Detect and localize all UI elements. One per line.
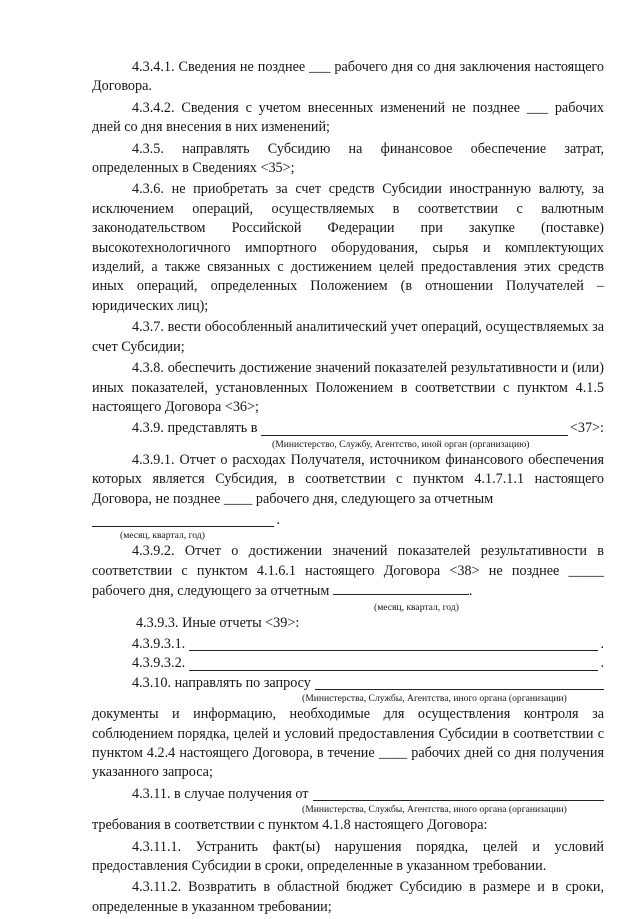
clause-4-3-9-3-2-label: 4.3.9.3.2. [132, 655, 186, 672]
clause-4-3-10-caption: (Министерства, Службы, Агентства, иного органа (организации) [302, 693, 567, 705]
clause-4-3-9-3-2-blank[interactable] [189, 657, 598, 671]
clause-4-3-10-caption-row [92, 693, 604, 705]
clause-4-3-10-blank[interactable] [315, 676, 604, 690]
clause-4-3-9-3-2: 4.3.9.3.2. . [92, 654, 604, 673]
clause-4-3-11-1: 4.3.11.1. Устранить факт(ы) нарушения порядка, целей и условий предоставления Субсидии в сроки, определенные в указанном требовании. [92, 838, 604, 875]
clause-4-3-9-caption-row [92, 439, 604, 451]
clause-4-3-9-3-1-blank[interactable] [189, 637, 598, 651]
clause-4-3-11-text: 4.3.11. в случае получения от [132, 785, 309, 802]
document-page [92, 58, 604, 919]
clause-4-3-9-2-caption-row [92, 602, 604, 614]
clause-4-3-11-caption-row [92, 804, 604, 816]
clause-4-3-9-3: 4.3.9.3. Иные отчеты <39>: [136, 614, 300, 631]
clause-4-3-9-2-caption: (месяц, квартал, год) [374, 601, 459, 613]
clause-4-3-9-1-caption: (месяц, квартал, год) [120, 530, 205, 542]
clause-4-3-7: 4.3.7. вести обособленный аналитический учет операций, осуществляемых за счет Субсидии; [92, 319, 604, 355]
clause-4-3-11-rest: требования в соответствии с пунктом 4.1.8 настоящего Договора: [92, 817, 488, 834]
clause-4-3-9-1-text: 4.3.9.1. Отчет о расходах Получателя, источником финансового обеспечения которых является Субсидия, в соответствии с пунктом 4.1.7.1.1 настоящего Договора, не позднее ____ рабочего дня, следующего за отчетным [92, 451, 604, 507]
clause-4-3-9-1-period-blank[interactable] [92, 513, 274, 527]
clause-4-3-4-2: 4.3.4.2. Сведения с учетом внесенных изменений не позднее ___ рабочих дней со дня внесения в них изменений; [92, 99, 604, 136]
clause-4-3-10-text: 4.3.10. направлять по запросу [132, 674, 311, 691]
clause-4-3-9-2: 4.3.9.2. Отчет о достижении значений показателей результативности в соответствии с пунктом 4.1.6.1 настоящего Договора <38> не позднее _____ рабочего дня, следующего за отчетным . [92, 543, 604, 600]
clause-4-3-5: 4.3.5. направлять Субсидию на финансовое обеспечение затрат, определенных в Сведениях <35>; [92, 140, 604, 177]
clause-4-3-9-3-1: 4.3.9.3.1. . [92, 635, 604, 654]
clause-4-3-9-caption: (Министерство, Службу, Агентство, иной орган (организацию) [272, 438, 530, 450]
clause-4-3-11-blank[interactable] [313, 787, 605, 801]
clause-4-3-10-rest: документы и информацию, необходимые для осуществления контроля за соблюдением порядка, целей и условий предоставления Субсидии в соответствии с пунктом 4.2.4 настоящего Договора, в течение ____ рабочих дней со дня получения указанного запроса; [92, 706, 604, 781]
clause-4-3-9-1-caption-row [92, 530, 604, 542]
clause-4-3-9-text: 4.3.9. представлять в [132, 420, 258, 437]
clause-4-3-9-blank[interactable] [261, 422, 567, 436]
clause-4-3-9-ref: <37>: [569, 420, 604, 437]
clause-4-3-11-2: 4.3.11.2. Возвратить в областной бюджет Субсидию в размере и в сроки, определенные в указанном требовании; [92, 879, 604, 915]
clause-4-3-11 [92, 785, 604, 804]
clause-4-3-9-1 [92, 451, 604, 509]
clause-4-3-9-3-1-label: 4.3.9.3.1. [132, 635, 186, 652]
clause-4-3-9-2-text: 4.3.9.2. Отчет о достижении значений показателей результативности в соответствии с пунктом 4.1.6.1 настоящего Договора <38> не позднее _____ рабочего дня, следующего за отчетным [92, 543, 604, 600]
clause-4-3-9 [92, 419, 604, 438]
clause-4-3-6: 4.3.6. не приобретать за счет средств Субсидии иностранную валюту, за исключением операций, осуществляемых в соответствии с валютным законодательством Российской Федерации при закупке (поставке) высокотехнологичного импортного оборудования, сырья и комплектующих изделий, а также связанных с достижением целей предоставления этих средств иных операций, определенных Положением (в отношении Получателей – юридических лиц); [92, 181, 604, 314]
clause-4-3-4-1: 4.3.4.1. Сведения не позднее ___ рабочего дня со дня заключения настоящего Договора. [92, 59, 604, 95]
clause-4-3-8: 4.3.8. обеспечить достижение значений показателей результативности и (или) иных показателей, установленных Положением в соответствии с пунктом 4.1.5 настоящего Договора <36>; [92, 360, 604, 415]
clause-4-3-10 [92, 674, 604, 693]
clause-4-3-9-1-period-row: . [92, 511, 280, 530]
clause-4-3-9-2-period-blank[interactable] [333, 581, 469, 595]
clause-4-3-11-caption: (Министерства, Службы, Агентства, иного органа (организации) [302, 804, 567, 816]
